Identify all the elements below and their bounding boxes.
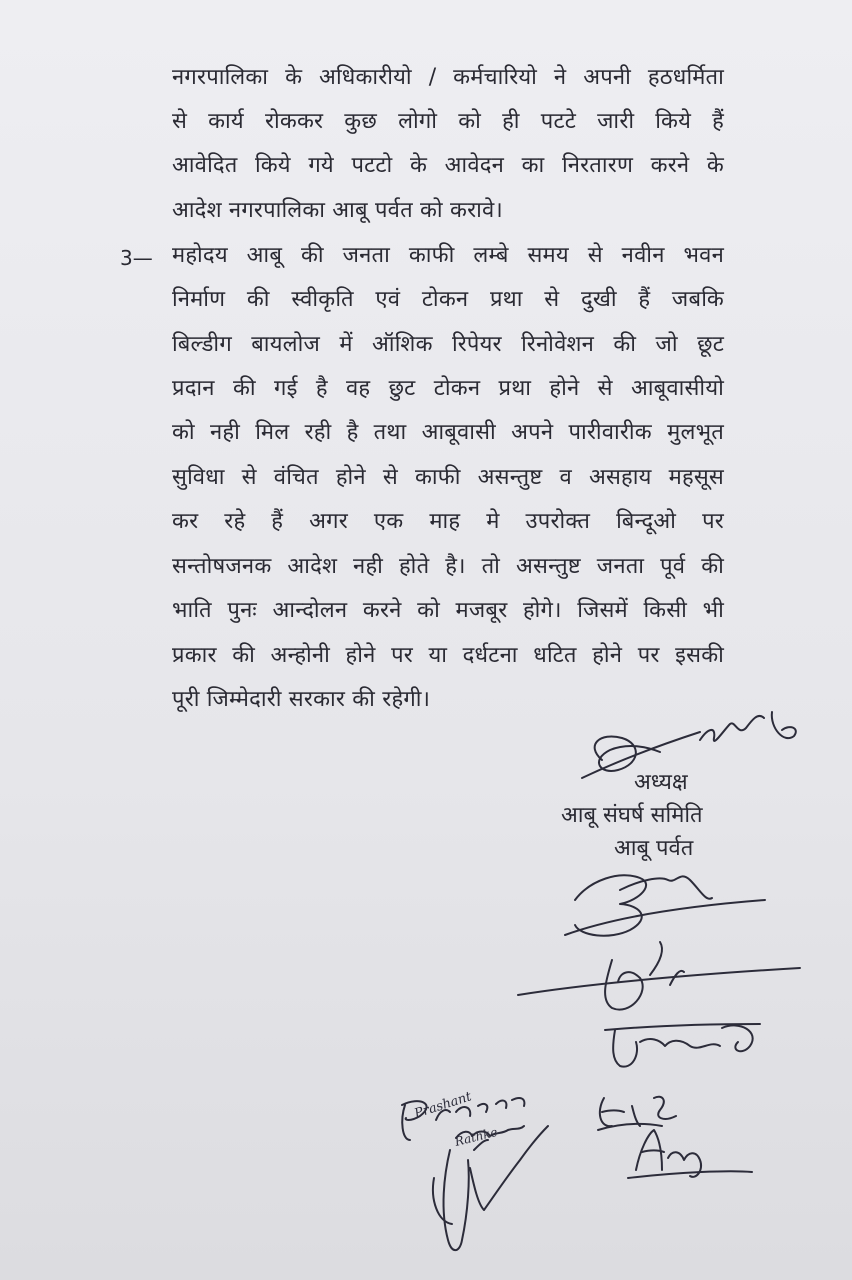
text-line: आदेश नगरपालिका आबू पर्वत को करावे।	[172, 198, 503, 223]
signatory-designation: अध्यक्ष	[634, 770, 688, 795]
text-line: बिल्डीग बायलोज में ऑशिक रिपेयर रिनोवेशन की जो छूट	[172, 332, 724, 357]
text-line: कर रहे हैं अगर एक माह मे उपरोक्त बिन्दूओ पर	[172, 509, 724, 534]
signatory-place: आबू पर्वत	[614, 836, 694, 861]
text-line: प्रकार की अन्होनी होने पर या दर्धटना धटित होने पर इसकी	[172, 643, 724, 668]
text-line: सन्तोषजनक आदेश नही होते है। तो असन्तुष्ट जनता पूर्व की	[172, 554, 724, 579]
text-line: नगरपालिका के अधिकारीयो / कर्मचारियो ने अपनी हठधर्मिता	[172, 65, 724, 90]
text-line: सुविधा से वंचित होने से काफी असन्तुष्ट व असहाय महसूस	[172, 465, 724, 490]
text-line: निर्माण की स्वीकृति एवं टोकन प्रथा से दुखी हैं जबकि	[172, 287, 724, 312]
text-line: आवेदित किये गये पटटो के आवेदन का निरतारण करने के	[172, 153, 724, 178]
handwritten-note-2: Rathke	[453, 1124, 499, 1149]
handwritten-note-1: Prashant	[412, 1089, 474, 1122]
text-line: को नही मिल रही है तथा आबूवासी अपने पारीवारीक मुलभूत	[172, 420, 724, 445]
text-line: से कार्य रोककर कुछ लोगो को ही पटटे जारी किये हैं	[172, 109, 724, 134]
signatory-organization: आबू संघर्ष समिति	[561, 803, 703, 828]
text-line: महोदय आबू की जनता काफी लम्बे समय से नवीन भवन	[172, 243, 724, 268]
text-line: प्रदान की गई है वह छुट टोकन प्रथा होने से आबूवासीयो	[172, 376, 724, 401]
text-line: पूरी जिम्मेदारी सरकार की रहेगी।	[172, 687, 431, 712]
text-line: भाति पुनः आन्दोलन करने को मजबूर होगे। जिसमें किसी भी	[172, 598, 724, 623]
item-number: 3—	[120, 246, 153, 270]
